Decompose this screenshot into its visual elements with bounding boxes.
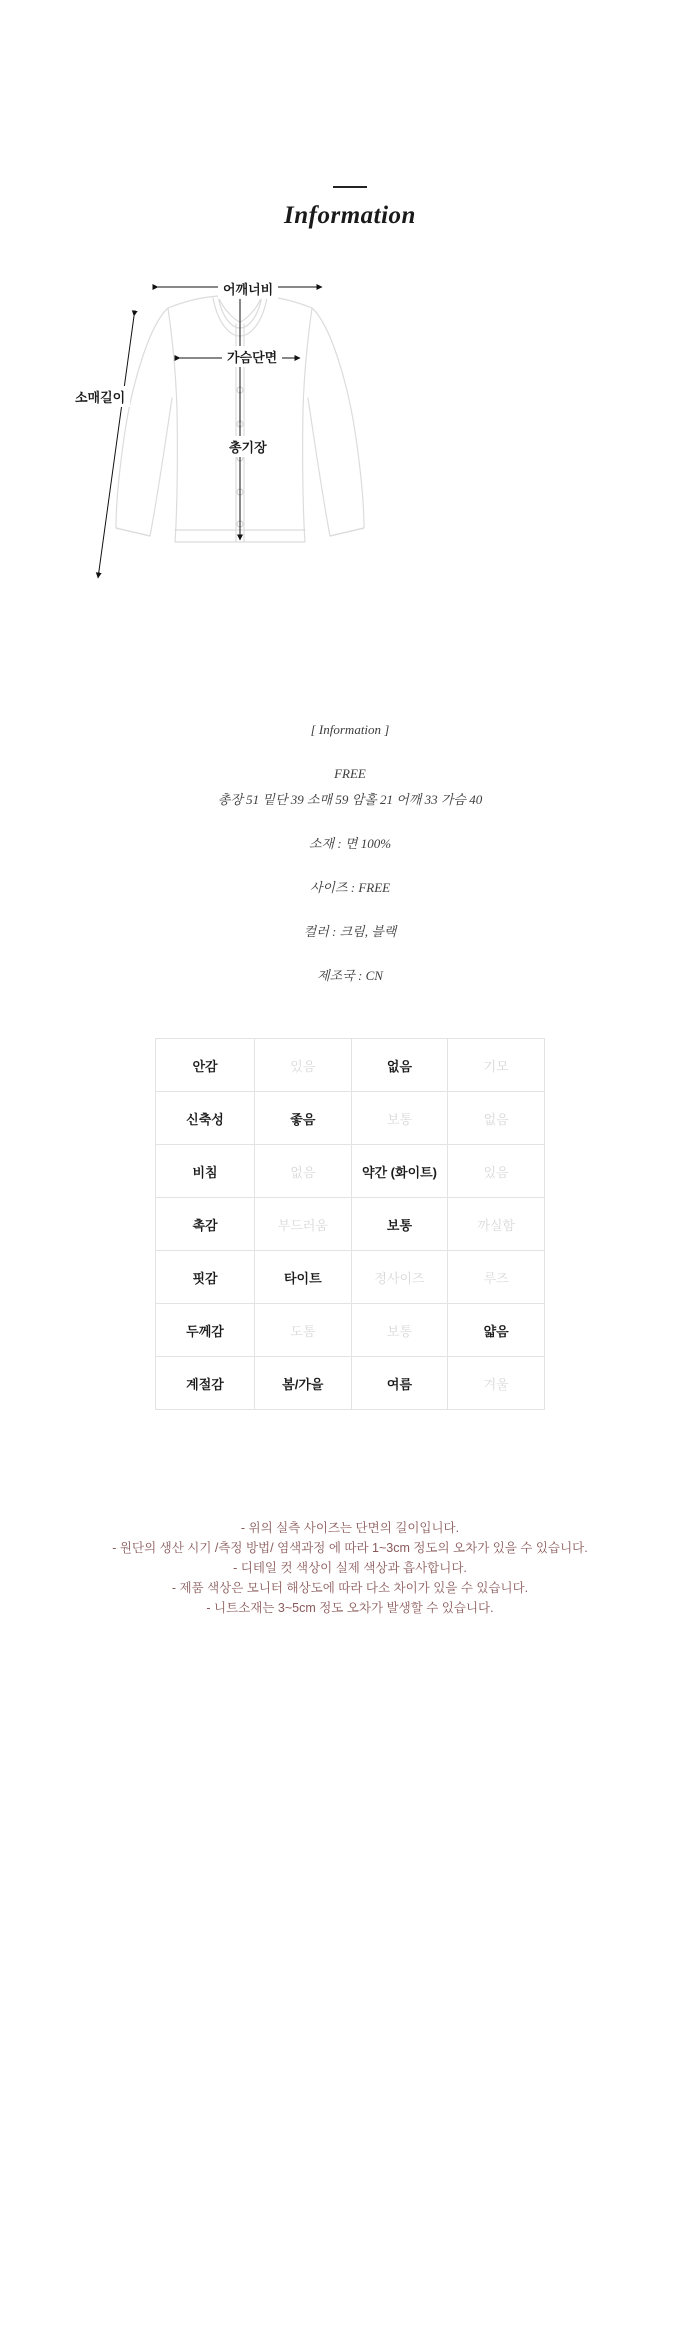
table-row — [156, 1251, 545, 1304]
spec-option: 루즈 — [448, 1251, 545, 1304]
spec-row-label: 핏감 — [156, 1251, 255, 1304]
spec-option-selected: 봄/가을 — [255, 1357, 352, 1410]
spec-option: 있음 — [255, 1039, 352, 1092]
info-material: 소재 : 면 100% — [308, 836, 392, 851]
garment-illustration — [0, 278, 700, 678]
spec-row-label: 신축성 — [156, 1092, 255, 1145]
spec-option-selected: 약간 (화이트) — [351, 1145, 448, 1198]
dimension-label-total-length: 총기장 — [224, 436, 272, 457]
spec-option: 겨울 — [448, 1357, 545, 1410]
information-text-block — [0, 720, 700, 986]
note-line: - 니트소재는 3~5cm 정도 오차가 발생할 수 있습니다. — [206, 1601, 494, 1615]
spec-row-label: 비침 — [156, 1145, 255, 1198]
spec-option: 도톰 — [255, 1304, 352, 1357]
spec-row-label: 계절감 — [156, 1357, 255, 1410]
spec-option-selected: 여름 — [351, 1357, 448, 1410]
spec-row-label: 두께감 — [156, 1304, 255, 1357]
spec-option: 보통 — [351, 1092, 448, 1145]
page-header — [0, 0, 700, 230]
spec-option: 보통 — [351, 1304, 448, 1357]
info-heading: [ Information ] — [310, 722, 390, 737]
page-title: Information — [284, 202, 416, 229]
spec-option-selected: 좋음 — [255, 1092, 352, 1145]
spec-option: 없음 — [448, 1092, 545, 1145]
spec-option: 부드러움 — [255, 1198, 352, 1251]
table-row — [156, 1039, 545, 1092]
note-line: - 제품 색상은 모니터 해상도에 따라 다소 차이가 있을 수 있습니다. — [171, 1581, 529, 1595]
table-row — [156, 1357, 545, 1410]
dimension-label-sleeve-length: 소매길이 — [70, 386, 130, 407]
info-size: 사이즈 : FREE — [309, 880, 391, 895]
spec-table-wrapper — [155, 1038, 545, 1410]
spec-option: 까실함 — [448, 1198, 545, 1251]
table-row — [156, 1304, 545, 1357]
spec-row-label: 촉감 — [156, 1198, 255, 1251]
dimension-label-shoulder: 어깨너비 — [218, 278, 278, 299]
garment-measurement-diagram — [0, 278, 700, 678]
spec-option: 기모 — [448, 1039, 545, 1092]
info-color: 컬러 : 크림, 블랙 — [303, 924, 397, 939]
spec-table — [155, 1038, 545, 1410]
note-line: - 위의 실측 사이즈는 단면의 길이입니다. — [240, 1521, 460, 1535]
info-measurements: 총장 51 밑단 39 소매 59 암홀 21 어깨 33 가슴 40 — [217, 792, 483, 807]
spec-option-selected: 보통 — [351, 1198, 448, 1251]
spec-option: 있음 — [448, 1145, 545, 1198]
info-size-name: FREE — [334, 766, 366, 781]
header-divider — [333, 186, 367, 188]
notes-block — [0, 1518, 700, 1618]
spec-option: 정사이즈 — [351, 1251, 448, 1304]
spec-option-selected: 없음 — [351, 1039, 448, 1092]
spec-option-selected: 타이트 — [255, 1251, 352, 1304]
dimension-label-chest: 가슴단면 — [222, 346, 282, 367]
spec-option: 없음 — [255, 1145, 352, 1198]
table-row — [156, 1145, 545, 1198]
table-row — [156, 1198, 545, 1251]
info-origin: 제조국 : CN — [317, 968, 383, 983]
table-row — [156, 1092, 545, 1145]
note-line: - 원단의 생산 시기 /측정 방법/ 염색과정 에 따라 1~3cm 정도의 오차가 있을 수 있습니다. — [112, 1541, 588, 1555]
spec-row-label: 안감 — [156, 1039, 255, 1092]
spec-option-selected: 얇음 — [448, 1304, 545, 1357]
note-line: - 디테일 컷 색상이 실제 색상과 흡사합니다. — [233, 1561, 467, 1575]
